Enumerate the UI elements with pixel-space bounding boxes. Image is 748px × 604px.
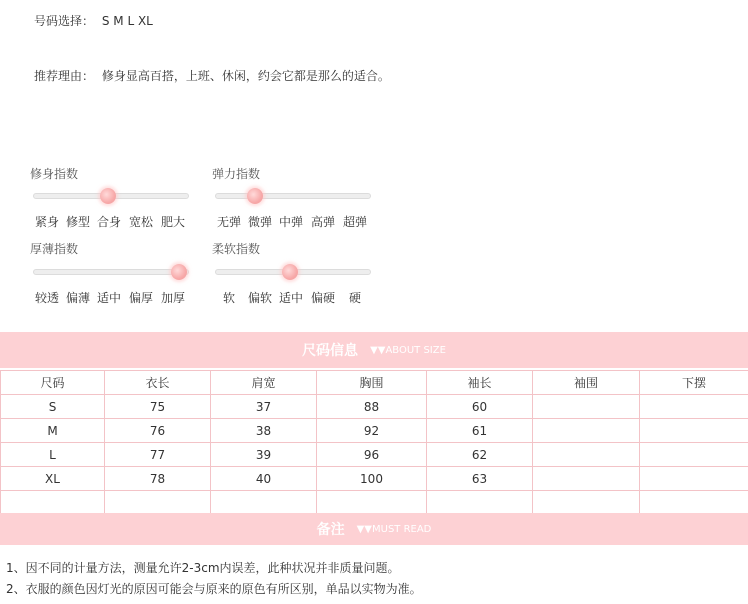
index-option: 适中 bbox=[278, 291, 304, 305]
size-table-cell: XL bbox=[1, 467, 105, 491]
size-selection-label: 号码选择： bbox=[34, 14, 95, 28]
size-table-cell bbox=[427, 491, 533, 515]
size-table-cell: 60 bbox=[427, 395, 533, 419]
size-table-cell bbox=[533, 443, 640, 467]
size-table-row bbox=[1, 395, 748, 419]
size-table-header: 下摆 bbox=[640, 371, 748, 395]
index-slider-knob bbox=[282, 264, 298, 280]
index-option: 高弹 bbox=[310, 215, 336, 229]
index-option: 紧身 bbox=[34, 215, 60, 229]
size-table-cell bbox=[640, 467, 748, 491]
size-info-subtitle: ▼▼ABOUT SIZE bbox=[370, 344, 446, 356]
index-title: 修身指数 bbox=[30, 167, 79, 181]
size-table-cell bbox=[640, 443, 748, 467]
size-table-header: 尺码 bbox=[1, 371, 105, 395]
size-table-cell bbox=[105, 491, 211, 515]
size-table-header: 衣长 bbox=[105, 371, 211, 395]
index-slider-knob bbox=[100, 188, 116, 204]
size-table-cell: S bbox=[1, 395, 105, 419]
index-option: 中弹 bbox=[278, 215, 304, 229]
size-selection-value: S M L XL bbox=[101, 14, 153, 28]
size-table-cell: 77 bbox=[105, 443, 211, 467]
size-table-cell: 40 bbox=[211, 467, 317, 491]
size-table-header: 肩宽 bbox=[211, 371, 317, 395]
notes-banner bbox=[0, 513, 748, 545]
index-option: 偏厚 bbox=[128, 291, 154, 305]
notes-title: 备注 bbox=[316, 522, 345, 538]
size-table-header: 胸围 bbox=[317, 371, 427, 395]
size-table-cell: L bbox=[1, 443, 105, 467]
index-option: 加厚 bbox=[160, 291, 186, 305]
index-option: 偏硬 bbox=[310, 291, 336, 305]
index-title: 弹力指数 bbox=[212, 167, 261, 181]
index-slider-track bbox=[33, 269, 189, 275]
index-scale bbox=[212, 213, 382, 229]
size-table-cell: 63 bbox=[427, 467, 533, 491]
notes-subtitle: ▼▼MUST READ bbox=[356, 523, 432, 535]
note-2: 2、衣服的颜色因灯光的原因可能会与原来的原色有所区别，单品以实物为准。 bbox=[6, 582, 422, 596]
size-table-cell bbox=[640, 491, 748, 515]
size-table-cell: 39 bbox=[211, 443, 317, 467]
index-option: 合身 bbox=[96, 215, 122, 229]
index-slider-track bbox=[215, 269, 371, 275]
size-table-cell bbox=[533, 467, 640, 491]
size-table-cell: 76 bbox=[105, 419, 211, 443]
size-table-cell: 92 bbox=[317, 419, 427, 443]
size-table-cell bbox=[211, 491, 317, 515]
size-table-cell: 88 bbox=[317, 395, 427, 419]
index-option: 软 bbox=[222, 291, 236, 305]
index-option: 偏薄 bbox=[65, 291, 91, 305]
size-info-title: 尺码信息 bbox=[302, 343, 359, 359]
size-table-header-row bbox=[1, 371, 748, 395]
size-table-cell bbox=[533, 491, 640, 515]
index-title: 柔软指数 bbox=[212, 242, 261, 256]
size-table-row bbox=[1, 491, 748, 515]
index-option: 超弹 bbox=[342, 215, 368, 229]
index-slider-knob bbox=[247, 188, 263, 204]
size-table-cell bbox=[317, 491, 427, 515]
size-table-cell bbox=[533, 419, 640, 443]
index-title: 厚薄指数 bbox=[30, 242, 79, 256]
index-scale bbox=[30, 213, 200, 229]
size-selection-line bbox=[34, 12, 153, 29]
recommend-reason-line bbox=[34, 67, 390, 84]
index-option: 偏软 bbox=[247, 291, 273, 305]
size-table-header: 袖围 bbox=[533, 371, 640, 395]
size-table-row bbox=[1, 443, 748, 467]
index-scale bbox=[212, 289, 382, 305]
recommend-reason-label: 推荐理由： bbox=[34, 69, 95, 83]
size-table-cell bbox=[640, 419, 748, 443]
index-option: 无弹 bbox=[216, 215, 242, 229]
index-slider-track bbox=[215, 193, 371, 199]
size-table-cell bbox=[1, 491, 105, 515]
index-option: 宽松 bbox=[128, 215, 154, 229]
size-table-cell: 38 bbox=[211, 419, 317, 443]
size-table-header: 袖长 bbox=[427, 371, 533, 395]
size-table-cell: 75 bbox=[105, 395, 211, 419]
index-option: 硬 bbox=[348, 291, 362, 305]
size-table-cell: 100 bbox=[317, 467, 427, 491]
size-table-row bbox=[1, 467, 748, 491]
index-option: 较透 bbox=[34, 291, 60, 305]
index-scale bbox=[30, 289, 200, 305]
size-table bbox=[0, 370, 748, 515]
size-table-cell: M bbox=[1, 419, 105, 443]
note-1: 1、因不同的计量方法，测量允许2-3cm内误差，此种状况并非质量问题。 bbox=[6, 561, 400, 575]
index-option: 微弹 bbox=[247, 215, 273, 229]
size-table-cell: 61 bbox=[427, 419, 533, 443]
size-table-cell: 62 bbox=[427, 443, 533, 467]
size-table-row bbox=[1, 419, 748, 443]
index-slider-knob bbox=[171, 264, 187, 280]
size-table-cell bbox=[640, 395, 748, 419]
index-option: 肥大 bbox=[160, 215, 186, 229]
index-option: 适中 bbox=[96, 291, 122, 305]
size-info-banner bbox=[0, 332, 748, 368]
recommend-reason-value: 修身显高百搭，上班、休闲，约会它都是那么的适合。 bbox=[101, 69, 390, 83]
index-slider-track bbox=[33, 193, 189, 199]
size-table-cell bbox=[533, 395, 640, 419]
size-table-cell: 37 bbox=[211, 395, 317, 419]
size-table-cell: 96 bbox=[317, 443, 427, 467]
size-table-cell: 78 bbox=[105, 467, 211, 491]
index-option: 修型 bbox=[65, 215, 91, 229]
